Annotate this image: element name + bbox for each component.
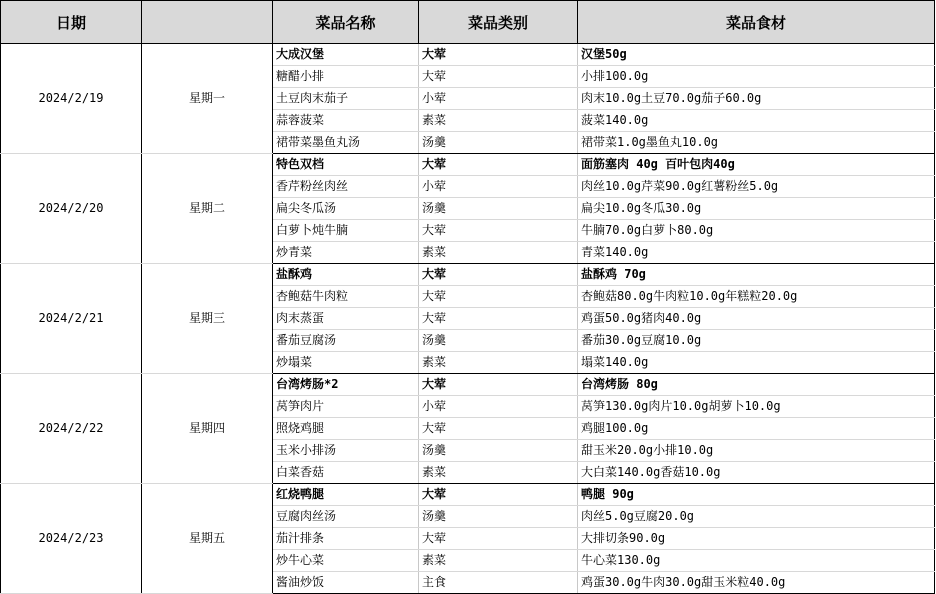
ingredients-cell[interactable]: 鸡腿100.0g bbox=[578, 418, 935, 440]
dish-category-cell[interactable]: 素菜 bbox=[419, 242, 578, 264]
dish-category-cell[interactable]: 大荤 bbox=[419, 66, 578, 88]
table-row bbox=[1, 154, 935, 176]
dish-category-cell[interactable]: 汤羹 bbox=[419, 132, 578, 154]
ingredients-cell[interactable]: 菠菜140.0g bbox=[578, 110, 935, 132]
ingredients-cell[interactable]: 牛心菜130.0g bbox=[578, 550, 935, 572]
dish-category-cell[interactable]: 小荤 bbox=[419, 176, 578, 198]
ingredients-cell[interactable]: 牛腩70.0g白萝卜80.0g bbox=[578, 220, 935, 242]
ingredients-cell[interactable]: 小排100.0g bbox=[578, 66, 935, 88]
dish-name-cell[interactable]: 蒜蓉菠菜 bbox=[273, 110, 419, 132]
header-weekday[interactable] bbox=[142, 1, 273, 44]
dish-category-cell[interactable]: 大荤 bbox=[419, 286, 578, 308]
ingredients-cell[interactable]: 盐酥鸡 70g bbox=[578, 264, 935, 286]
dish-name-cell[interactable]: 特色双档 bbox=[273, 154, 419, 176]
ingredients-cell[interactable]: 肉末10.0g土豆70.0g茄子60.0g bbox=[578, 88, 935, 110]
dish-category-cell[interactable]: 大荤 bbox=[419, 220, 578, 242]
ingredients-cell[interactable]: 扁尖10.0g冬瓜30.0g bbox=[578, 198, 935, 220]
dish-category-cell[interactable]: 大荤 bbox=[419, 308, 578, 330]
dish-name-cell[interactable]: 大成汉堡 bbox=[273, 44, 419, 66]
weekday-cell[interactable]: 星期三 bbox=[142, 264, 273, 374]
dish-name-cell[interactable]: 茄汁排条 bbox=[273, 528, 419, 550]
date-cell[interactable]: 2024/2/22 bbox=[1, 374, 142, 484]
ingredients-cell[interactable]: 台湾烤肠 80g bbox=[578, 374, 935, 396]
header-dish-name[interactable]: 菜品名称 bbox=[273, 1, 419, 44]
dish-name-cell[interactable]: 照烧鸡腿 bbox=[273, 418, 419, 440]
header-date[interactable]: 日期 bbox=[1, 1, 142, 44]
dish-category-cell[interactable]: 素菜 bbox=[419, 550, 578, 572]
ingredients-cell[interactable]: 青菜140.0g bbox=[578, 242, 935, 264]
weekday-cell[interactable]: 星期一 bbox=[142, 44, 273, 154]
dish-category-cell[interactable]: 汤羹 bbox=[419, 506, 578, 528]
header-row bbox=[1, 1, 935, 44]
date-cell[interactable]: 2024/2/19 bbox=[1, 44, 142, 154]
ingredients-cell[interactable]: 塌菜140.0g bbox=[578, 352, 935, 374]
dish-name-cell[interactable]: 玉米小排汤 bbox=[273, 440, 419, 462]
table-row bbox=[1, 374, 935, 396]
dish-category-cell[interactable]: 素菜 bbox=[419, 352, 578, 374]
ingredients-cell[interactable]: 面筋塞肉 40g 百叶包肉40g bbox=[578, 154, 935, 176]
dish-category-cell[interactable]: 大荤 bbox=[419, 528, 578, 550]
dish-name-cell[interactable]: 扁尖冬瓜汤 bbox=[273, 198, 419, 220]
dish-category-cell[interactable]: 汤羹 bbox=[419, 330, 578, 352]
dish-name-cell[interactable]: 糖醋小排 bbox=[273, 66, 419, 88]
ingredients-cell[interactable]: 肉丝5.0g豆腐20.0g bbox=[578, 506, 935, 528]
dish-name-cell[interactable]: 番茄豆腐汤 bbox=[273, 330, 419, 352]
dish-name-cell[interactable]: 香芹粉丝肉丝 bbox=[273, 176, 419, 198]
dish-name-cell[interactable]: 炒青菜 bbox=[273, 242, 419, 264]
dish-name-cell[interactable]: 豆腐肉丝汤 bbox=[273, 506, 419, 528]
dish-category-cell[interactable]: 小荤 bbox=[419, 88, 578, 110]
dish-name-cell[interactable]: 盐酥鸡 bbox=[273, 264, 419, 286]
dish-category-cell[interactable]: 大荤 bbox=[419, 264, 578, 286]
date-cell[interactable]: 2024/2/21 bbox=[1, 264, 142, 374]
weekday-cell[interactable]: 星期五 bbox=[142, 484, 273, 594]
dish-category-cell[interactable]: 素菜 bbox=[419, 110, 578, 132]
ingredients-cell[interactable]: 甜玉米20.0g小排10.0g bbox=[578, 440, 935, 462]
dish-category-cell[interactable]: 大荤 bbox=[419, 154, 578, 176]
dish-name-cell[interactable]: 台湾烤肠*2 bbox=[273, 374, 419, 396]
menu-body bbox=[1, 44, 935, 594]
dish-category-cell[interactable]: 大荤 bbox=[419, 418, 578, 440]
dish-category-cell[interactable]: 汤羹 bbox=[419, 198, 578, 220]
dish-category-cell[interactable]: 汤羹 bbox=[419, 440, 578, 462]
dish-name-cell[interactable]: 土豆肉末茄子 bbox=[273, 88, 419, 110]
dish-category-cell[interactable]: 小荤 bbox=[419, 396, 578, 418]
ingredients-cell[interactable]: 番茄30.0g豆腐10.0g bbox=[578, 330, 935, 352]
dish-name-cell[interactable]: 炒塌菜 bbox=[273, 352, 419, 374]
date-cell[interactable]: 2024/2/23 bbox=[1, 484, 142, 594]
weekday-cell[interactable]: 星期四 bbox=[142, 374, 273, 484]
table-row bbox=[1, 484, 935, 506]
ingredients-cell[interactable]: 肉丝10.0g芹菜90.0g红薯粉丝5.0g bbox=[578, 176, 935, 198]
dish-name-cell[interactable]: 杏鲍菇牛肉粒 bbox=[273, 286, 419, 308]
table-row bbox=[1, 44, 935, 66]
ingredients-cell[interactable]: 莴笋130.0g肉片10.0g胡萝卜10.0g bbox=[578, 396, 935, 418]
ingredients-cell[interactable]: 鸡蛋30.0g牛肉30.0g甜玉米粒40.0g bbox=[578, 572, 935, 594]
weekday-cell[interactable]: 星期二 bbox=[142, 154, 273, 264]
table-row bbox=[1, 264, 935, 286]
date-cell[interactable]: 2024/2/20 bbox=[1, 154, 142, 264]
dish-name-cell[interactable]: 酱油炒饭 bbox=[273, 572, 419, 594]
ingredients-cell[interactable]: 鸭腿 90g bbox=[578, 484, 935, 506]
header-ingredients[interactable]: 菜品食材 bbox=[578, 1, 935, 44]
ingredients-cell[interactable]: 大排切条90.0g bbox=[578, 528, 935, 550]
dish-category-cell[interactable]: 主食 bbox=[419, 572, 578, 594]
ingredients-cell[interactable]: 杏鲍菇80.0g牛肉粒10.0g年糕粒20.0g bbox=[578, 286, 935, 308]
dish-name-cell[interactable]: 白萝卜炖牛腩 bbox=[273, 220, 419, 242]
dish-name-cell[interactable]: 白菜香菇 bbox=[273, 462, 419, 484]
dish-category-cell[interactable]: 大荤 bbox=[419, 374, 578, 396]
header-dish-category[interactable]: 菜品类别 bbox=[419, 1, 578, 44]
ingredients-cell[interactable]: 汉堡50g bbox=[578, 44, 935, 66]
dish-category-cell[interactable]: 大荤 bbox=[419, 484, 578, 506]
dish-category-cell[interactable]: 大荤 bbox=[419, 44, 578, 66]
ingredients-cell[interactable]: 裙带菜1.0g墨鱼丸10.0g bbox=[578, 132, 935, 154]
ingredients-cell[interactable]: 大白菜140.0g香菇10.0g bbox=[578, 462, 935, 484]
dish-name-cell[interactable]: 莴笋肉片 bbox=[273, 396, 419, 418]
dish-name-cell[interactable]: 裙带菜墨鱼丸汤 bbox=[273, 132, 419, 154]
ingredients-cell[interactable]: 鸡蛋50.0g猪肉40.0g bbox=[578, 308, 935, 330]
dish-name-cell[interactable]: 红烧鸭腿 bbox=[273, 484, 419, 506]
dish-name-cell[interactable]: 肉末蒸蛋 bbox=[273, 308, 419, 330]
dish-category-cell[interactable]: 素菜 bbox=[419, 462, 578, 484]
dish-name-cell[interactable]: 炒牛心菜 bbox=[273, 550, 419, 572]
